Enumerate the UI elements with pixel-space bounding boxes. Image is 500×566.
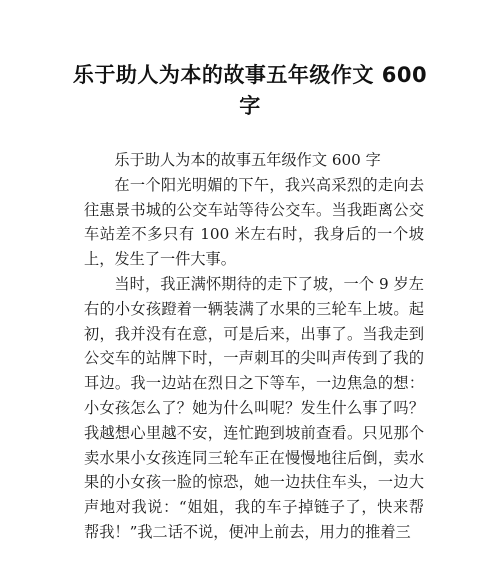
paragraph-2: 当时，我正满怀期待的走下了坡，一个 9 岁左右的小女孩蹬着一辆装满了水果的三轮车上坡。起初，我并没有在意，可是后来，出事了。当我走到公交车的站牌下时，一声刺耳的尖叫声传到了我的耳边。我一边站在烈日之下等车，一边焦急的想：小女孩怎么了？她为什么叫呢？发生什么事了吗？我越想心里越不安，连忙跑到坡前查看。只见那个卖水果小女孩连同三轮车正在慢慢地往后倒，卖水果的小女孩一脸的惊恐，她一边扶住车头，一边大声地对我说：“姐姐，我的车子掉链子了，快来帮帮我！”我二话不说，便冲上前去，用力的推着三 — [84, 274, 424, 541]
paragraph-1: 在一个阳光明媚的下午，我兴高采烈的走向去往惠景书城的公交车站等待公交车。当我距离公交车站差不多只有 100 米左右时，我身后的一个坡上，发生了一件大事。 — [84, 175, 424, 269]
document-title: 乐于助人为本的故事五年级作文 600 字 — [72, 63, 428, 118]
paragraph-subtitle: 乐于助人为本的故事五年级作文 600 字 — [114, 151, 381, 169]
document-body — [84, 148, 424, 545]
